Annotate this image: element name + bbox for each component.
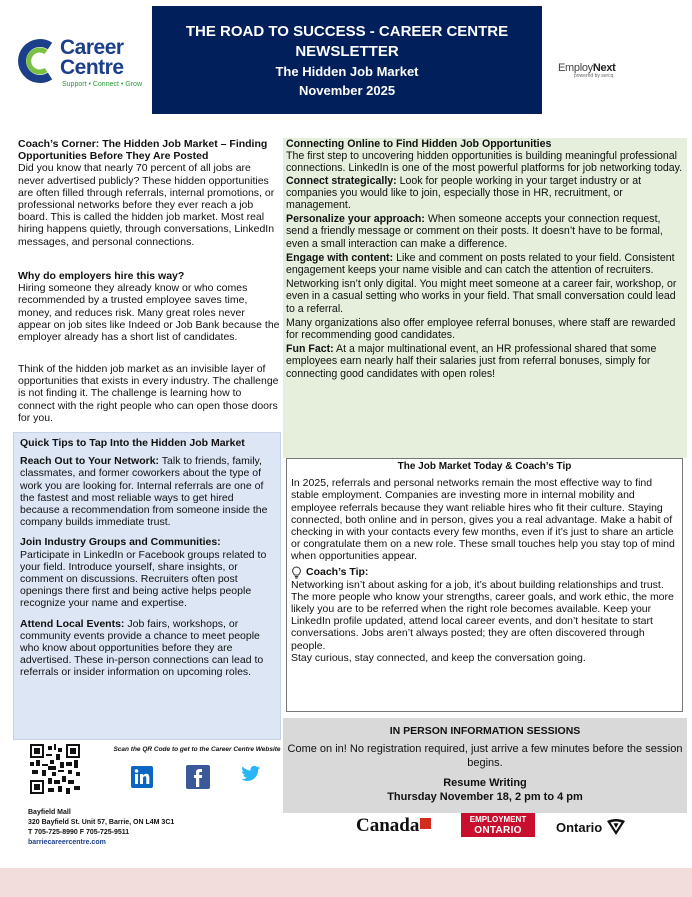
info-sessions-box [283, 718, 687, 813]
footer-bar [0, 868, 692, 897]
session-title: Resume Writing [443, 777, 527, 789]
quick-tips-heading: Quick Tips to Tap Into the Hidden Job Market [20, 437, 245, 449]
canada-wordmark [356, 815, 431, 837]
address-block [28, 808, 174, 848]
canada-text: Canada [356, 815, 420, 836]
tip-item [20, 618, 274, 679]
tip-body: Talk to friends, family, classmates, and former coworkers about the type of work you are looking for. Internal referrals are one of the fastest and most reliable ways to get hired because a recommendation from someone inside the company builds immediate trust. [20, 455, 268, 529]
fun-fact [286, 343, 684, 380]
online-para2: Many organizations also offer employee referral bonuses, where staff are rewarded for recommending good candidates. [286, 316, 676, 342]
ontario-logo [556, 818, 626, 836]
online-para1: Networking isn’t only digital. You might meet someone at a career fair, workshop, or even in a casual setting who works in your field. That small conversation could lead to a referral. [286, 278, 677, 315]
facebook-icon[interactable] [186, 765, 210, 789]
website-link[interactable]: barriecareercentre.com [28, 839, 106, 846]
phone-line: T 705-725-8990 F 705-725-9511 [28, 829, 130, 836]
linkedin-icon[interactable] [131, 766, 153, 788]
employnext-logo [558, 62, 638, 79]
address-line: 320 Bayfield St. Unit 57, Barrie, ON L4M 3C1 [28, 819, 175, 826]
online-item-title: Personalize your approach: [286, 213, 425, 226]
online-item-body: When someone accepts your connection request, send a friendly message or comment on their posts. It doesn’t have to be formal, even a small interaction can make a difference. [286, 213, 663, 250]
online-item [286, 175, 684, 212]
coach-tip-closing: Stay curious, stay connected, and keep the conversation going. [291, 651, 586, 664]
coach-corner-heading: Coach’s Corner: The Hidden Job Market – Finding Opportunities Before They Are Posted [18, 138, 268, 163]
online-item-title: Connect strategically: [286, 174, 397, 187]
why-heading: Why do employers hire this way? [18, 270, 185, 282]
title-line2: NEWSLETTER [295, 43, 399, 60]
coach-tip-label: Coach’s Tip: [306, 566, 369, 579]
eo-line2: ONTARIO [474, 825, 522, 836]
coach-corner-body: Did you know that nearly 70 percent of all jobs are never advertised publicly? These hidden opportunities are often filled through referrals, internal promotions, or professional networks before they ever reach a job board. This is called the hidden job market. Most real hiring happens quietly, through conversations, LinkedIn messages, and personal connections. [18, 162, 275, 248]
logo-wordmark [60, 38, 124, 78]
canada-flag-icon [420, 818, 431, 829]
online-item [286, 252, 684, 276]
coach-tip-body: Networking isn’t about asking for a job, it’s about building relationships and trust. The more people who know your strengths, career goals, and work ethic, the more likely you are to be referred when the right role becomes available. Keep your LinkedIn profile updated, attend local career events, and don’t hesitate to start conversations. Jobs aren’t always posted; they are often discovered through people. [291, 578, 674, 652]
think-body: Think of the hidden job market as an invisible layer of opportunities that exists in every industry. The challenge is not finding it. The challenge is learning how to connect with the right people who can open those doors for you. [18, 363, 279, 424]
logo-line1: Career [60, 36, 124, 59]
logo-c-icon [16, 38, 56, 84]
eo-line1: EMPLOYMENT [469, 815, 527, 824]
session-time: Thursday November 18, 2 pm to 4 pm [387, 791, 583, 803]
qr-code-icon[interactable] [30, 744, 80, 794]
job-market-box [286, 458, 683, 712]
fun-fact-body: At a major multinational event, an HR professional shared that some employees earn nearly half their salaries just from referral bonuses, simply for connecting good candidates with open roles! [286, 343, 657, 380]
logo-line2: Centre [60, 56, 124, 79]
tip-title: Join Industry Groups and Communities: [20, 536, 221, 549]
qr-caption: Scan the QR Code to get to the Career Centre Website [113, 746, 281, 753]
why-section [18, 270, 280, 343]
trillium-icon [606, 818, 626, 836]
employnext-powered: powered by sercq [574, 73, 614, 79]
online-item-body: Look for people working in your target industry or at companies you would like to join, especially those in HR, recruitment, or management. [286, 174, 642, 212]
employnext-name2: Next [592, 62, 616, 74]
career-centre-logo [16, 38, 146, 98]
sessions-heading: IN PERSON INFORMATION SESSIONS [389, 725, 581, 737]
tip-title: Attend Local Events: [20, 617, 125, 630]
sessions-body: Come on in! No registration required, just arrive a few minutes before the session begins. [287, 743, 683, 769]
employnext-name1: Employ [558, 62, 593, 74]
address-name: Bayfield Mall [28, 809, 71, 816]
tip-body: Job fairs, workshops, or community events provide a chance to meet people who know about opportunities before they are advertised. These in-person connections can lead to referrals or insider information on upcoming roles. [20, 617, 264, 679]
lightbulb-icon [291, 566, 302, 579]
online-item-body: Like and comment on posts related to your field. Consistent engagement keeps your name visible and can catch the attention of recruiters. [286, 251, 675, 277]
online-heading: Connecting Online to Find Hidden Job Opportunities [286, 138, 552, 150]
tip-title: Reach Out to Your Network: [20, 455, 160, 468]
coach-tip-label-row [291, 566, 678, 579]
online-intro: The first step to uncovering hidden opportunities is building meaningful professional connections. LinkedIn is one of the most powerful platforms for job networking today. [286, 150, 683, 175]
employment-ontario-logo [461, 813, 535, 837]
think-section [18, 363, 280, 424]
newsletter-date: November 2025 [298, 83, 396, 98]
connecting-online-section [283, 138, 687, 458]
newsletter-title-banner [152, 6, 542, 114]
fun-fact-title: Fun Fact: [286, 343, 334, 356]
tip-body: Participate in LinkedIn or Facebook groups related to your field. Introduce yourself, share insights, or comment on discussions. Recruiters often post openings there first and being active helps people recognize your name and expertise. [20, 548, 267, 610]
why-body: Hiring someone they already know or who comes recommended by a trusted employee saves time, money, and reduces risk. Many great roles never appear on job sites like Indeed or Job Bank because the employer already has a short list of candidates. [18, 282, 280, 344]
twitter-icon[interactable] [241, 764, 261, 784]
logo-tagline: Support • Connect • Grow [62, 81, 142, 88]
coach-corner-section [18, 138, 280, 248]
newsletter-subtitle: The Hidden Job Market [275, 64, 419, 79]
tip-item [20, 455, 274, 528]
tip-item [20, 536, 274, 609]
job-market-heading: The Job Market Today & Coach’s Tip [397, 461, 572, 472]
ontario-text: Ontario [556, 819, 603, 835]
job-market-body: In 2025, referrals and personal networks remain the most effective way to find stable employment. Companies are investing more in internal mobility and employee referrals because they want reliable hires who fit their culture. Staying connected, both online and in person, gives you a real advantage. Make a habit of checking in with your contacts every few months, even if it’s just to share an article or congratulate them on a new role. These small touches help you stay top of mind when opportunities appear. [291, 477, 675, 563]
online-item [286, 213, 684, 250]
title-line1: THE ROAD TO SUCCESS - CAREER CENTRE [185, 23, 509, 40]
quick-tips-box [13, 432, 281, 740]
online-item-title: Engage with content: [286, 251, 394, 264]
